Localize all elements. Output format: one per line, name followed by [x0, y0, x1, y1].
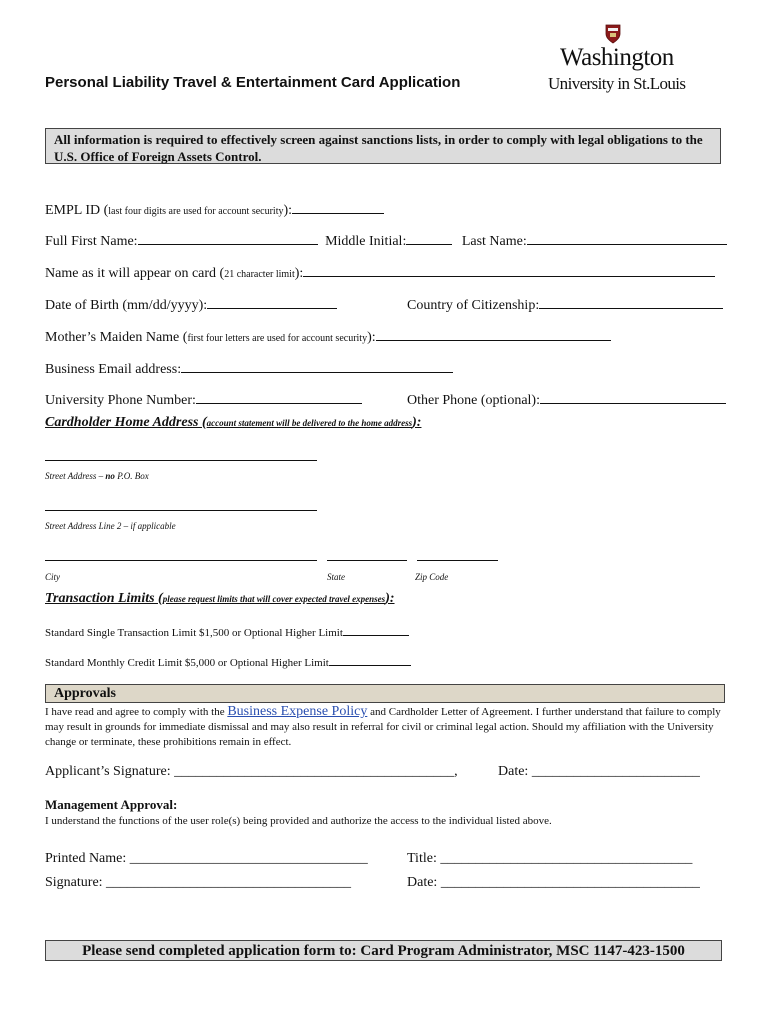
email-label: Business Email address: [45, 362, 182, 377]
middle-initial-label: Middle Initial: [325, 234, 407, 249]
approvals-text-b: and Cardholder Letter of Agreement. I further understand that failure to comply may result in grounds for immediate dismissal and may also result in referral for civil or criminal legal action. Should my affiliation with the University change or terminate, these prohibitions remain in effect. [45, 706, 721, 748]
state-input[interactable] [327, 560, 407, 561]
dob-input[interactable] [207, 295, 337, 309]
empl-id-hint: last four digits are used for account security [108, 206, 284, 217]
last-name-label: Last Name: [461, 234, 527, 249]
email-row [45, 359, 453, 378]
citizenship-label: Country of Citizenship: [407, 298, 540, 313]
card-name-label: Name as it will appear on card ( [45, 266, 225, 281]
citizenship-row [407, 295, 723, 314]
monthly-limit-input[interactable] [329, 654, 411, 666]
street-address-input[interactable] [45, 460, 317, 461]
applicant-signature-field[interactable]: Applicant’s Signature: ________________________________________, [45, 764, 458, 779]
manager-date-field[interactable]: Date: _____________________________________ [407, 875, 700, 890]
city-input[interactable] [45, 560, 317, 561]
limits-heading-sub: please request limits that will cover expected travel expenses [162, 594, 386, 604]
approvals-paragraph [45, 704, 725, 750]
logo-wordmark-line2: University in St.Louis [548, 74, 686, 93]
last-name-input[interactable] [527, 231, 727, 245]
single-limit-input[interactable] [343, 624, 409, 636]
card-name-label-close: ): [294, 266, 304, 281]
street-caption-c: P.O. Box [114, 471, 149, 481]
other-phone-label: Other Phone (optional): [407, 393, 540, 408]
first-name-label: Full First Name: [45, 234, 138, 249]
manager-signature-field[interactable]: Signature: ___________________________________ [45, 875, 352, 890]
card-name-input[interactable] [303, 263, 715, 277]
empl-id-row [45, 200, 384, 219]
maiden-name-row [45, 327, 611, 346]
limits-heading [45, 591, 395, 607]
first-name-input[interactable] [138, 231, 318, 245]
state-caption: State [327, 572, 345, 582]
address-heading-close: ): [412, 415, 422, 430]
single-limit-row [45, 624, 409, 639]
univ-phone-input[interactable] [196, 390, 362, 404]
limits-heading-close: ): [385, 591, 395, 606]
applicant-date-field[interactable]: Date: ________________________ [498, 764, 700, 779]
sanctions-notice: All information is required to effectively screen against sanctions lists, in order to comply with legal obligations to the U.S. Office of Foreign Assets Control. [45, 128, 721, 164]
title-field[interactable]: Title: ____________________________________ [407, 851, 693, 866]
shield-icon [605, 24, 621, 44]
empl-id-label-close: ): [283, 203, 293, 218]
middle-initial-input[interactable] [406, 231, 452, 245]
street-address-line2-caption: Street Address Line 2 – if applicable [45, 521, 176, 531]
city-caption: City [45, 572, 60, 582]
card-name-row [45, 263, 715, 282]
univ-phone-row [45, 390, 362, 409]
address-heading-sub: account statement will be delivered to the home address [206, 418, 413, 428]
other-phone-row [407, 390, 726, 409]
maiden-name-input[interactable] [376, 327, 611, 341]
maiden-name-label-close: ): [367, 330, 376, 345]
logo-wordmark-line1: Washington [560, 44, 674, 71]
card-name-hint: 21 character limit [224, 269, 295, 280]
address-heading-text: Cardholder Home Address ( [45, 415, 207, 430]
monthly-limit-row [45, 654, 411, 669]
univ-phone-label: University Phone Number: [45, 393, 196, 408]
page-title: Personal Liability Travel & Entertainment Card Application [45, 74, 461, 91]
dob-label: Date of Birth (mm/dd/yyyy): [45, 298, 208, 313]
citizenship-input[interactable] [539, 295, 723, 309]
maiden-name-hint: first four letters are used for account security [187, 333, 368, 344]
single-limit-label: Standard Single Transaction Limit $1,500 or Optional Higher Limit [45, 627, 343, 639]
management-text: I understand the functions of the user role(s) being provided and authorize the access to the individual listed above. [45, 815, 552, 827]
other-phone-input[interactable] [540, 390, 726, 404]
dob-row [45, 295, 337, 314]
maiden-name-label: Mother’s Maiden Name ( [45, 330, 188, 345]
street-caption-a: Street Address – [45, 471, 106, 481]
empl-id-label: EMPL ID ( [45, 203, 109, 218]
name-row [45, 231, 727, 250]
email-input[interactable] [181, 359, 453, 373]
street-address-caption [45, 471, 149, 481]
street-address-line2-input[interactable] [45, 510, 317, 511]
approvals-text-a: I have read and agree to comply with the [45, 706, 228, 718]
zip-caption: Zip Code [415, 572, 449, 582]
zip-input[interactable] [417, 560, 498, 561]
business-expense-policy-link[interactable]: Business Expense Policy [227, 704, 368, 719]
management-heading: Management Approval: [45, 797, 178, 812]
street-caption-no: no [105, 471, 115, 481]
limits-heading-text: Transaction Limits ( [45, 591, 163, 606]
submission-instructions: Please send completed application form to: Card Program Administrator, MSC 1147-423-1500 [45, 940, 722, 961]
university-logo [548, 22, 686, 97]
printed-name-field[interactable]: Printed Name: __________________________________ [45, 851, 368, 866]
approvals-heading: Approvals [45, 684, 725, 703]
monthly-limit-label: Standard Monthly Credit Limit $5,000 or Optional Higher Limit [45, 657, 329, 669]
empl-id-input[interactable] [292, 200, 384, 214]
address-heading [45, 415, 421, 431]
